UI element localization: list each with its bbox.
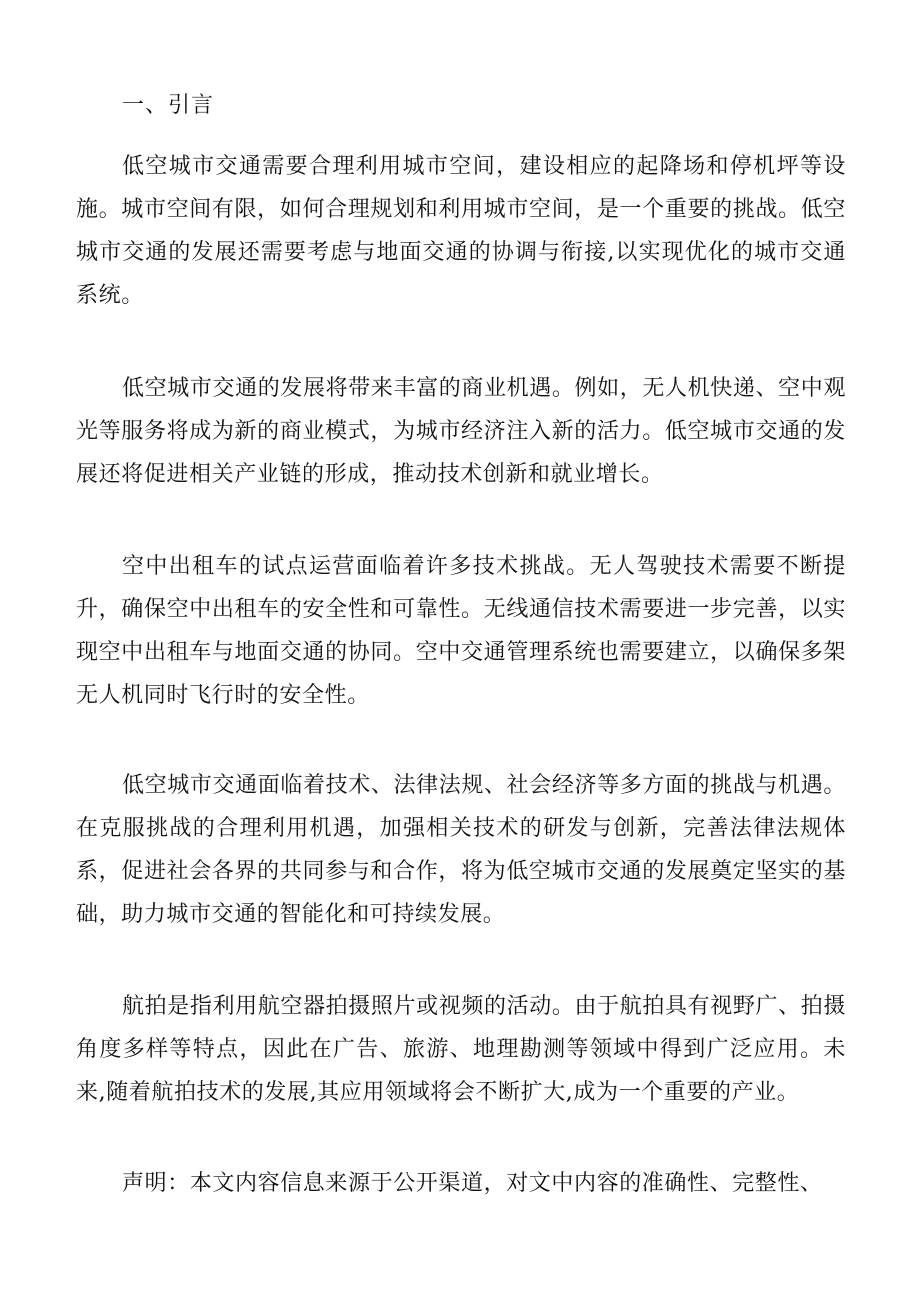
paragraph-urban-space: 低空城市交通需要合理利用城市空间，建设相应的起降场和停机坪等设施。城市空间有限，如何合理规划和利用城市空间，是一个重要的挑战。低空城市交通的发展还需要考虑与地面交通的协调与衔接,以实现优化的城市交通系统。 (76, 154, 846, 308)
paragraph-challenges-and-opportunities: 低空城市交通面临着技术、法律法规、社会经济等多方面的挑战与机遇。在克服挑战的合理利用机遇，加强相关技术的研发与创新，完善法律法规体系，促进社会各界的共同参与和合作，将为低空城市交通的发展奠定坚实的基础，助力城市交通的智能化和可持续发展。 (76, 773, 846, 927)
paragraph-disclaimer: 声明：本文内容信息来源于公开渠道，对文中内容的准确性、完整性、 (122, 1171, 823, 1196)
paragraph-business-opportunities: 低空城市交通的发展将带来丰富的商业机遇。例如，无人机快递、空中观光等服务将成为新的商业模式，为城市经济注入新的活力。低空城市交通的发展还将促进相关产业链的形成，推动技术创新和就业增长。 (76, 376, 846, 487)
paragraph-air-taxi-challenges: 空中出租车的试点运营面临着许多技术挑战。无人驾驶技术需要不断提升，确保空中出租车的安全性和可靠性。无线通信技术需要进一步完善，以实现空中出租车与地面交通的协同。空中交通管理系统也需要建立，以确保多架无人机同时飞行时的安全性。 (76, 554, 846, 708)
paragraph-aerial-photography: 航拍是指利用航空器拍摄照片或视频的活动。由于航拍具有视野广、拍摄角度多样等特点，因此在广告、旅游、地理勘测等领域中得到广泛应用。未来,随着航拍技术的发展,其应用领域将会不断扩大,成为一个重要的产业。 (76, 994, 846, 1105)
section-heading: 一、引言 (122, 93, 215, 118)
